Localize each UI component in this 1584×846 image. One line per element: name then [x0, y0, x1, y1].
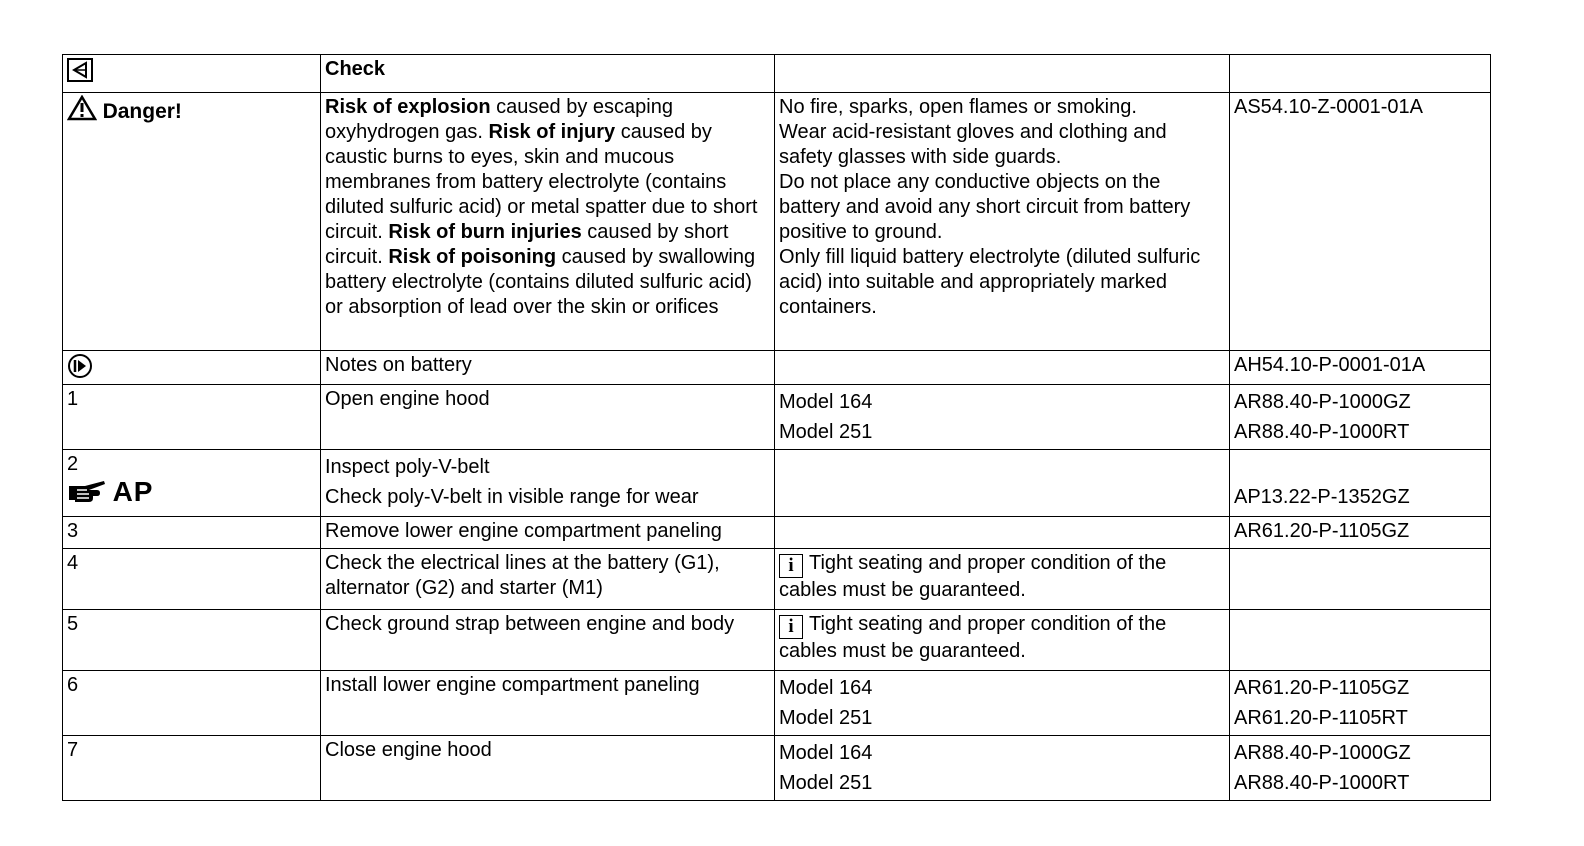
ref-link[interactable]: AR88.40-P-1000GZ [1234, 391, 1411, 413]
step-row-6 [63, 671, 1491, 736]
step-refs [1230, 671, 1491, 736]
step-text: Close engine hood [321, 736, 775, 801]
step-number-text: 2 [67, 453, 79, 475]
ref-link[interactable]: AR61.20-P-1105GZ [1234, 677, 1410, 699]
danger-row [63, 93, 1491, 351]
step-row-2 [63, 450, 1491, 517]
risk-injury-text: caused by caustic burns to eyes, skin and mucous membranes from battery electrolyte (contains diluted sulfuric acid) or metal spatter due to short circuit. [325, 121, 758, 243]
model-251: Model 251 [779, 772, 873, 794]
header-row [63, 55, 1491, 93]
danger-risks [321, 93, 775, 351]
step-text-line: Check poly-V-belt in visible range for wear [325, 486, 699, 508]
pointing-hand-icon [67, 480, 107, 504]
step-row-7 [63, 736, 1491, 801]
header-col3 [775, 55, 1230, 93]
info-icon: i [779, 615, 803, 639]
step-info [775, 549, 1230, 610]
model-251: Model 251 [779, 707, 873, 729]
warning-triangle-icon [67, 95, 97, 121]
step-col3 [775, 517, 1230, 549]
notes-row [63, 351, 1491, 385]
measure-item: No fire, sparks, open flames or smoking. [779, 96, 1137, 118]
step-text: Check ground strap between engine and body [321, 610, 775, 671]
step-number [63, 450, 321, 517]
step-refs [1230, 736, 1491, 801]
risk-explosion: Risk of explosion [325, 96, 491, 118]
step-refs [1230, 385, 1491, 450]
measure-item: Do not place any conductive objects on the battery and avoid any short circuit from battery positive to ground. [779, 171, 1191, 243]
step-number: 3 [63, 517, 321, 549]
step-number: 7 [63, 736, 321, 801]
risk-burn-text: caused by short circuit. [325, 221, 729, 268]
risk-poisoning-text: caused by swallowing battery electrolyte (contains diluted sulfuric acid) or absorption of lead over the skin or orifices [325, 246, 756, 318]
ref-link[interactable]: AR61.20-P-1105GZ [1230, 517, 1491, 549]
step-col4 [1230, 610, 1491, 671]
step-number: 1 [63, 385, 321, 450]
danger-ref[interactable]: AS54.10-Z-0001-01A [1230, 93, 1491, 351]
step-row-1 [63, 385, 1491, 450]
step-models [775, 736, 1230, 801]
step-text: Install lower engine compartment paneling [321, 671, 775, 736]
ref-link[interactable]: AR88.40-P-1000RT [1234, 421, 1410, 443]
info-text: Tight seating and proper condition of the cables must be guaranteed. [779, 613, 1167, 662]
step-row-4 [63, 549, 1491, 610]
danger-label-cell [63, 93, 321, 351]
step-row-5 [63, 610, 1491, 671]
danger-measures [775, 93, 1230, 351]
step-text [321, 450, 775, 517]
step-row-3 [63, 517, 1491, 549]
header-check: Check [321, 55, 775, 93]
risk-explosion-text: caused by escaping oxyhydrogen gas. [325, 96, 673, 143]
risk-injury: Risk of injury [488, 121, 616, 143]
risk-burn: Risk of burn injuries [388, 221, 582, 243]
measure-item: Wear acid-resistant gloves and clothing and safety glasses with side guards. [779, 121, 1167, 168]
step-text-line: Inspect poly-V-belt [325, 456, 490, 478]
info-icon: i [779, 554, 803, 578]
step-text: Open engine hood [321, 385, 775, 450]
step-col4 [1230, 549, 1491, 610]
step-info [775, 610, 1230, 671]
step-col3 [775, 450, 1230, 517]
ap-label: AP [112, 476, 154, 508]
model-251: Model 251 [779, 421, 873, 443]
measure-item: Only fill liquid battery electrolyte (diluted sulfuric acid) into suitable and appropriately marked containers. [779, 246, 1201, 318]
model-164: Model 164 [779, 742, 873, 764]
ref-link[interactable]: AR61.20-P-1105RT [1234, 707, 1408, 729]
model-164: Model 164 [779, 391, 873, 413]
info-text: Tight seating and proper condition of the cables must be guaranteed. [779, 552, 1167, 601]
notes-text: Notes on battery [321, 351, 775, 385]
procedure-table [62, 54, 1491, 801]
ref-link[interactable]: AR88.40-P-1000GZ [1234, 742, 1411, 764]
step-number: 5 [63, 610, 321, 671]
note-arrow-icon [67, 353, 93, 379]
header-icon-cell [63, 55, 321, 93]
danger-label: Danger! [102, 100, 182, 123]
step-text: Remove lower engine compartment paneling [321, 517, 775, 549]
notes-col3 [775, 351, 1230, 385]
notes-icon-cell [63, 351, 321, 385]
step-refs [1230, 450, 1491, 517]
notes-ref[interactable]: AH54.10-P-0001-01A [1230, 351, 1491, 385]
step-models [775, 385, 1230, 450]
model-164: Model 164 [779, 677, 873, 699]
risk-poisoning: Risk of poisoning [388, 246, 557, 268]
header-col4 [1230, 55, 1491, 93]
step-number: 6 [63, 671, 321, 736]
ref-link[interactable]: AR88.40-P-1000RT [1234, 772, 1410, 794]
step-models [775, 671, 1230, 736]
ref-spacer [1234, 452, 1486, 482]
step-number: 4 [63, 549, 321, 610]
ref-link[interactable]: AP13.22-P-1352GZ [1234, 486, 1410, 508]
step-text: Check the electrical lines at the battery (G1), alternator (G2) and starter (M1) [321, 549, 775, 610]
back-arrow-icon [67, 58, 93, 82]
